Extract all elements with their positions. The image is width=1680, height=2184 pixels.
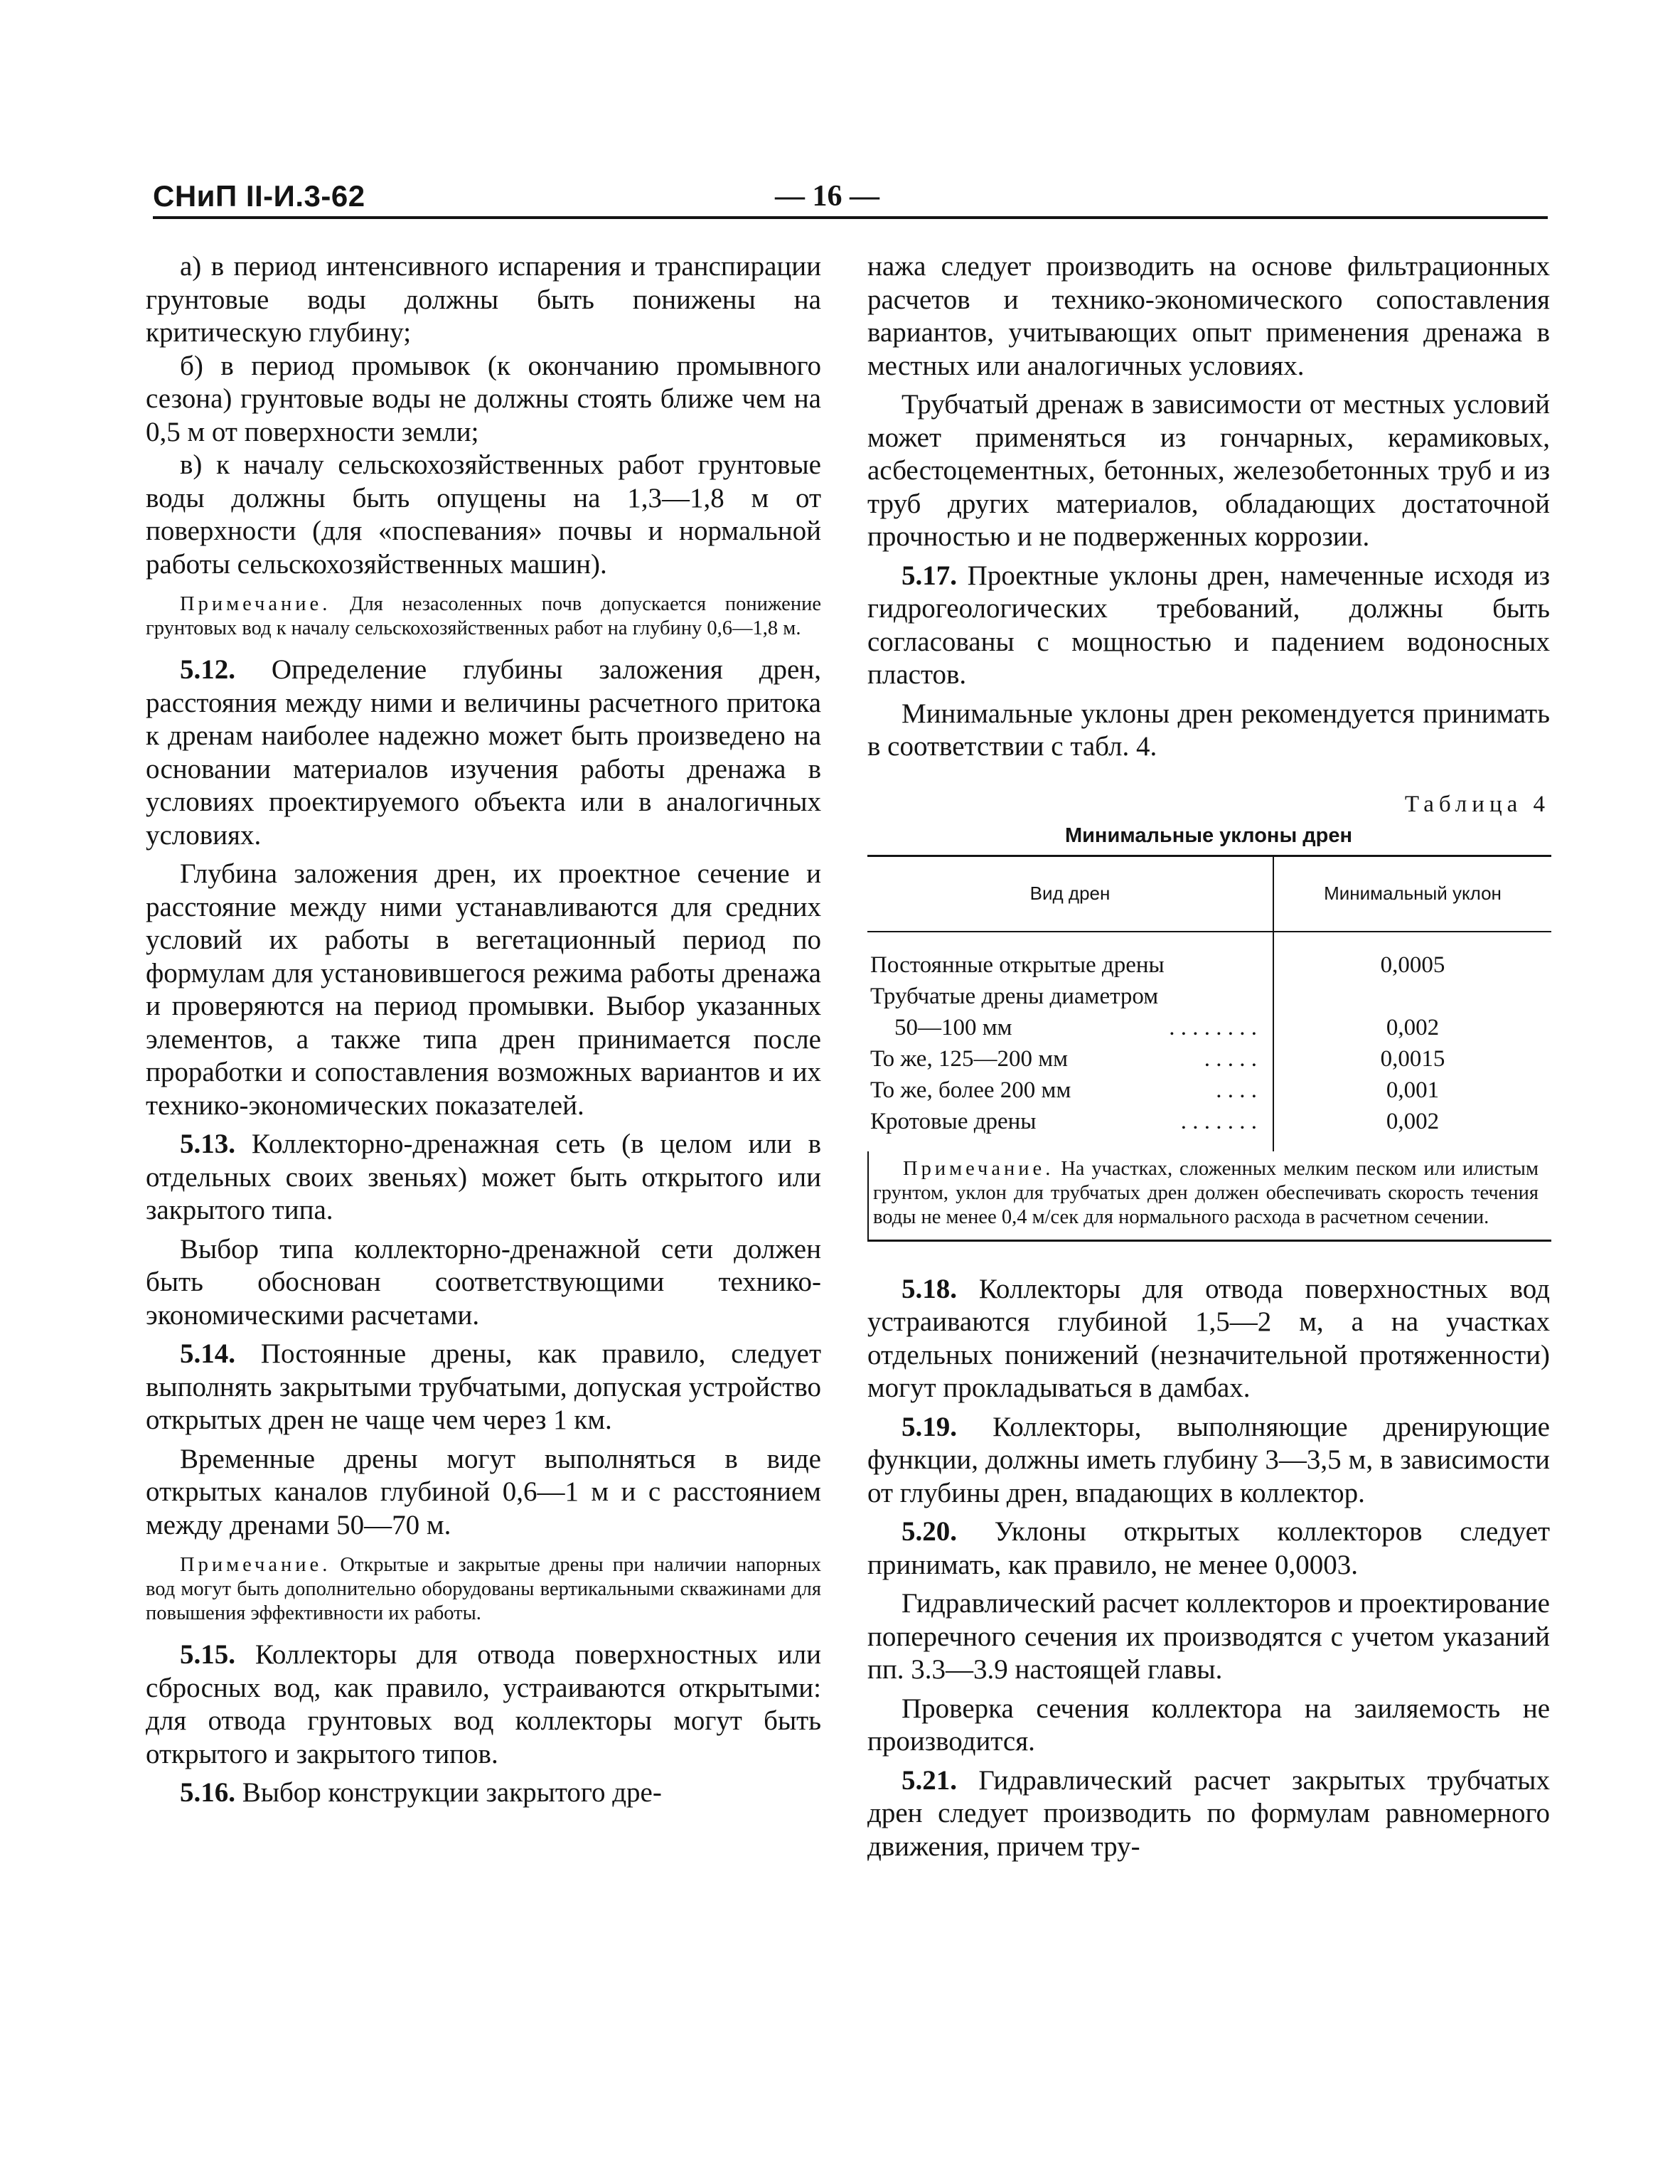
leader-dots: . . . . . — [1204, 1045, 1257, 1072]
section-5-19 — [867, 1411, 1550, 1511]
table-row — [867, 932, 1551, 981]
table-row — [867, 1043, 1551, 1075]
section-text: Уклоны открытых коллекторов следует принимать, как правило, не менее 0,0003. — [867, 1516, 1550, 1580]
paragraph-check: Проверка сечения коллектора на заиляемость не производится. — [867, 1693, 1550, 1757]
item-c: в) к началу сельскохозяйственных работ грунтовые воды должны быть опущены на 1,3—1,8 м от поверхности (для «поспевания» почвы и нормальной работы сельскохозяйственных машин). — [146, 449, 821, 580]
section-5-12 — [146, 654, 821, 852]
section-text: Коллекторно-дренажная сеть (в целом или в отдельных своих звеньях) может быть открытого или закрытого типа. — [146, 1129, 821, 1225]
right-column — [867, 250, 1550, 1863]
drain-type: Постоянные открытые дрены — [870, 952, 1165, 978]
table-row — [867, 1075, 1551, 1106]
note-label: Примечание. — [180, 1554, 331, 1576]
note-1 — [146, 592, 821, 641]
column-header-min-slope: Минимальный уклон — [1273, 857, 1551, 932]
min-slope-value — [1273, 981, 1551, 1012]
item-a: а) в период интенсивного испарения и транспирации грунтовые воды должны быть понижены на критическую глубину; — [146, 251, 821, 348]
section-number: 5.18. — [901, 1273, 957, 1304]
page-number: — 16 — — [775, 180, 879, 213]
left-column — [146, 250, 821, 1810]
drain-type: 50—100 мм — [894, 1014, 1012, 1040]
section-text: Проектные уклоны дрен, намеченные исходя из гидрогеологических требований, должны быть согласованы с мощностью и падением водоносных пластов. — [867, 560, 1550, 690]
paragraph-continued: нажа следует производить на основе фильтрационных расчетов и технико-экономического сопоставления вариантов, учитывающих опыт применения дренажа в местных или аналогичных условиях. — [867, 251, 1550, 381]
drain-type: То же, 125—200 мм — [870, 1045, 1068, 1072]
min-slope-value: 0,0015 — [1380, 1045, 1445, 1072]
table-header-row — [867, 857, 1551, 932]
section-5-14 — [146, 1338, 821, 1437]
drain-type: Трубчатые дрены диаметром — [870, 983, 1159, 1009]
section-5-13 — [146, 1128, 821, 1227]
note-text: На участках, сложенных мелким песком или илистым грунтом, уклон для трубчатых дрен должен обеспечивать скорость течения воды не менее 0,4 м/сек для нормального расхода в расчетном сечении. — [873, 1157, 1539, 1228]
table-title: Минимальные уклоны дрен — [1064, 824, 1353, 847]
table-note — [867, 1151, 1551, 1240]
paragraph-pipe-drainage: Трубчатый дренаж в зависимости от местных условий может применяться из гончарных, керамиковых, асбестоцементных, бетонных, железобетонных труб и из труб других материалов, обладающих достаточной прочностью и не подверженных коррозии. — [867, 389, 1550, 552]
table-row — [867, 1012, 1551, 1043]
note-text: Для незасоленных почв допускается понижение грунтовых вод к началу сельскохозяйственных работ на глубину 0,6—1,8 м. — [146, 593, 821, 639]
table-caption: Таблица 4 — [1404, 791, 1550, 817]
page-header — [153, 175, 1546, 218]
section-number: 5.12. — [180, 654, 235, 685]
section-number: 5.14. — [180, 1338, 235, 1369]
slopes-table-grid — [867, 857, 1551, 1151]
min-slope-value: 0,002 — [1386, 1108, 1440, 1134]
section-number: 5.13. — [180, 1129, 235, 1159]
section-number: 5.19. — [901, 1411, 957, 1442]
min-slope-value: 0,001 — [1386, 1077, 1440, 1103]
section-number: 5.21. — [901, 1764, 957, 1796]
section-text: Коллекторы, выполняющие дренирующие функции, должны иметь глубину 3—3,5 м, в зависимости от глубины дрен, впадающих в коллектор. — [867, 1411, 1550, 1508]
note-2 — [146, 1553, 821, 1626]
section-text: Коллекторы для отвода поверхностных или сбросных вод, как правило, устраиваются открытыми: для отвода грунтовых вод коллекторы могут быть открытого и закрытого типов. — [146, 1639, 821, 1769]
section-5-17 — [867, 560, 1550, 692]
section-number: 5.17. — [901, 560, 957, 591]
min-slope-value: 0,002 — [1386, 1014, 1440, 1040]
paragraph-hydraulic: Гидравлический расчет коллекторов и проектирование поперечного сечения их производятся с учетом указаний пп. 3.3—3.9 настоящей главы. — [867, 1588, 1550, 1685]
table-row — [867, 1106, 1551, 1151]
section-text: Постоянные дрены, как правило, следует выполнять закрытыми трубчатыми, допуская устройство открытых дрен не чаще чем через 1 км. — [146, 1338, 821, 1435]
note-label: Примечание. — [903, 1157, 1054, 1180]
section-text: Коллекторы для отвода поверхностных вод устраиваются глубиной 1,5—2 м, а на участках отдельных понижений (незначительной протяженности) могут прокладываться в дамбах. — [867, 1273, 1550, 1403]
table-row — [867, 981, 1551, 1012]
section-5-21 — [867, 1764, 1550, 1864]
section-5-20 — [867, 1516, 1550, 1582]
section-text: Выбор конструкции закрытого дре- — [235, 1777, 662, 1808]
slopes-table — [867, 855, 1551, 1242]
column-header-drain-type: Вид дрен — [867, 857, 1273, 932]
section-5-18 — [867, 1273, 1550, 1405]
leader-dots: . . . . — [1216, 1077, 1257, 1103]
section-text: Определение глубины заложения дрен, расстояния между ними и величины расчетного притока к дренам наиболее надежно может быть произведено на основании материалов изучения работы дренажа в условиях проектируемого объекта или в аналогичных условиях. — [146, 654, 821, 851]
paragraph-temporary: Временные дрены могут выполняться в виде открытых каналов глубиной 0,6—1 м и с расстоянием между дренами 50—70 м. — [146, 1443, 821, 1540]
section-text: Гидравлический расчет закрытых трубчатых дрен следует производить по формулам равномерного движения, причем тру- — [867, 1764, 1550, 1862]
paragraph-choice: Выбор типа коллекторно-дренажной сети должен быть обоснован соответствующими технико-экономическими расчетами. — [146, 1233, 821, 1331]
section-5-15 — [146, 1639, 821, 1771]
section-number: 5.15. — [180, 1639, 235, 1670]
document-code: СНиП II-И.3-62 — [153, 179, 365, 213]
drain-type: Кротовые дрены — [870, 1108, 1037, 1134]
paragraph-depth: Глубина заложения дрен, их проектное сечение и расстояние между ними устанавливаются для средних условий их работы в вегетационный период по формулам для установившегося режима работы дренажа и проверяются на период промывки. Выбор указанных элементов, а также типа дрен принимается после проработки и сопоставления возможных вариантов и их технико-экономических показателей. — [146, 858, 821, 1121]
leader-dots: . . . . . . . — [1180, 1108, 1257, 1134]
section-5-16 — [146, 1777, 821, 1810]
paragraph-min-slopes: Минимальные уклоны дрен рекомендуется принимать в соответствии с табл. 4. — [867, 698, 1550, 762]
min-slope-value: 0,0005 — [1380, 952, 1445, 978]
section-number: 5.20. — [901, 1516, 957, 1547]
header-rule — [153, 216, 1548, 219]
note-text: Открытые и закрытые дрены при наличии напорных вод могут быть дополнительно оборудованы вертикальными скважинами для повышения эффективности их работы. — [146, 1554, 821, 1624]
leader-dots: . . . . . . . . — [1169, 1014, 1257, 1040]
item-b: б) в период промывок (к окончанию промывного сезона) грунтовые воды не должны стоять ближе чем на 0,5 м от поверхности земли; — [146, 350, 821, 447]
drain-type: То же, более 200 мм — [870, 1077, 1071, 1103]
note-label: Примечание. — [180, 593, 331, 615]
section-number: 5.16. — [180, 1777, 235, 1808]
